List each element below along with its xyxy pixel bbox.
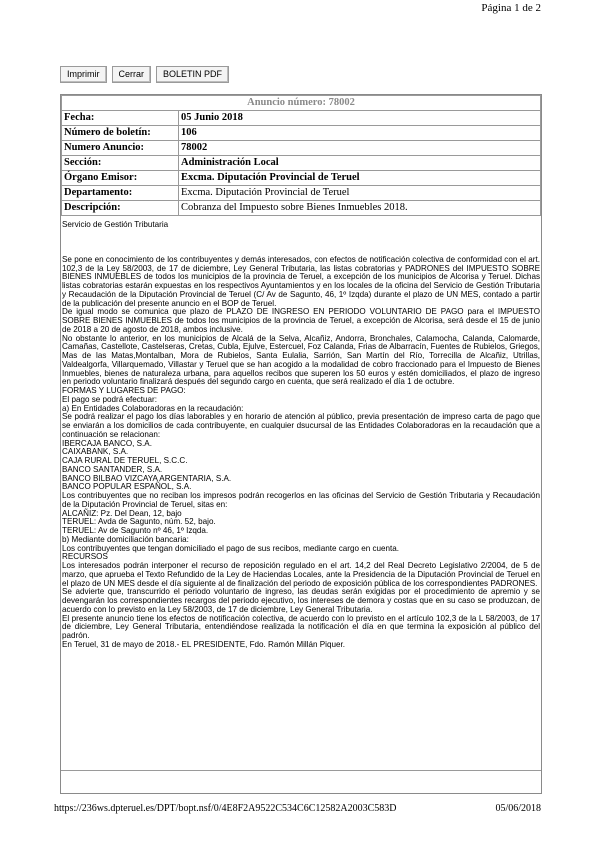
body-paragraph: Los contribuyentes que tengan domiciliado el pago de sus recibos, mediante cargo en cuenta. bbox=[62, 543, 400, 553]
field-row-boletin bbox=[62, 126, 541, 141]
body-paragraph: Se pone en conocimiento de los contribuyentes y demás interesados, con efectos de notificación colectiva de conformidad con el art. 102,3 de la Ley 58/2003, de 17 de diciembre, Ley General Tributaria, las listas cobratorias y PADRONES del IMPUESTO SOBRE BIENES INMUEBLES de todos los municipios de la provincia de Teruel, a excepción de los municipios de Alcorisa y Teruel. Dichas listas cobratorias estarán expuestas en los respectivos Ayuntamientos y en los locales de la oficina del Servicio de Gestión Tributaria y Recaudación de la Diputación Provincial de Teruel (C/ Av de Sagunto, 46, 1º Izqda) durante el plazo de UN MES, contado a partir de la publicación del presente anuncio en el BOP de Teruel. bbox=[62, 254, 540, 308]
bank-list-item: BANCO POPULAR ESPAÑOL, S.A. bbox=[62, 482, 192, 492]
body-paragraph: Los contribuyentes que no reciban los impresos podrán recogerlos en las oficinas del Servicio de Gestión Tributaria y Recaudación de la Diputación Provincial de Teruel, sitas en: bbox=[62, 491, 540, 509]
field-label: Número de boletín: bbox=[62, 126, 179, 141]
announcement-body bbox=[61, 221, 541, 650]
field-value: 05 Junio 2018 bbox=[179, 111, 541, 126]
field-value: 106 bbox=[179, 126, 541, 141]
body-paragraph: El presente anuncio tiene los efectos de notificación colectiva, de acuerdo con lo previsto en el artículo 102,3 de la L 58/2003, de 17 de diciembre, Ley General Tributaria, entendiéndose realizada la notificación el día en que termina la exposición al público del padrón. bbox=[62, 613, 540, 640]
divider bbox=[61, 770, 541, 771]
office-address: TERUEL: Av de Sagunto nº 46, 1º Izqda. bbox=[62, 526, 209, 535]
bank-list-item: CAIXABANK, S.A. bbox=[62, 447, 129, 457]
bank-list-item: BANCO BILBAO VIZCAYA ARGENTARIA, S.A. bbox=[62, 473, 232, 483]
service-name: Servicio de Gestión Tributaria bbox=[62, 220, 169, 229]
field-value: Cobranza del Impuesto sobre Bienes Inmuebles 2018. bbox=[179, 201, 541, 216]
field-row-fecha bbox=[62, 111, 541, 126]
footer-url: https://236ws.dpteruel.es/DPT/bopt.nsf/0/4E8F2A9522C534C6C12582A2003C583D bbox=[54, 803, 397, 814]
office-address: TERUEL: Avda de Sagunto, núm. 52, bajo. bbox=[62, 517, 216, 527]
close-button[interactable]: Cerrar bbox=[112, 66, 152, 83]
section-heading: RECURSOS bbox=[62, 552, 108, 562]
body-paragraph: Se podrá realizar el pago los días laborables y en horario de atención al público, previa presentación de impreso carta de pago que se enviarán a los domicilios de cada contribuyente, en cualquier dsucursal de las Entidades Colaboradoras en la recaudación que a continuación se relacionan: bbox=[62, 412, 540, 439]
body-paragraph: Los interesados podrán interponer el recurso de reposición regulado en el art. 14,2 del Real Decreto Legislativo 2/2004, de 5 de marzo, que aprueba el Texto Refundido de la Ley de Haciendas Locales, ante la Presidencia de la Diputación Provincial de Teruel en el plazo de UN MES desde el día siguiente al de finalización del periodo de exposición pública de los correspondientes PADRONES. bbox=[62, 561, 540, 588]
field-label: Órgano Emisor: bbox=[62, 171, 179, 186]
page-number: Página 1 de 2 bbox=[481, 2, 541, 14]
print-button[interactable]: Imprimir bbox=[60, 66, 107, 83]
field-label: Fecha: bbox=[62, 111, 179, 126]
field-label: Descripción: bbox=[62, 201, 179, 216]
field-value: Excma. Diputación Provincial de Teruel bbox=[179, 186, 541, 201]
announcement-metadata-table bbox=[61, 95, 541, 216]
field-value: Excma. Diputación Provincial de Teruel bbox=[179, 171, 541, 186]
toolbar bbox=[60, 66, 229, 83]
signature-line: En Teruel, 31 de mayo de 2018.- EL PRESIDENTE, Fdo. Ramón Millán Piquer. bbox=[62, 639, 345, 649]
field-row-organo bbox=[62, 171, 541, 186]
footer-date: 05/06/2018 bbox=[495, 803, 541, 814]
field-row-descripcion bbox=[62, 201, 541, 216]
body-paragraph: No obstante lo anterior, en los municipios de Alcalá de la Selva, Alcañiz, Andorra, Bronchales, Calamocha, Calanda, Calomarde, Camañas, Castellote, Castelseras, Cretas, Cubla, Ejulve, Estercuel, Foz Calanda, Frias de Albarracín, Fuentes de Rubielos, Griegos, Mas de las Matas,Montalban, Mora de Rubielos, Santa Eulalia, Sarrión, San Martín del Río, Torrecilla de Alcañiz, Utrillas, Valdealgorfa, Villarquemado, Villastar y Teruel que se han acogido a la modalidad de cobro fraccionado para el Impuesto de Bienes Inmuebles, bienes de naturaleza urbana, para aquellos recibos que superen los 50 euros y estén domiciliados, el plazo de ingreso en periodo voluntario finalizará después del segundo cargo en cuenta, que será realizado el día 1 de octubre. bbox=[62, 333, 540, 387]
section-heading: FORMAS Y LUGARES DE PAGO: bbox=[62, 386, 186, 395]
bank-list-item: BANCO SANTANDER, S.A. bbox=[62, 464, 163, 474]
field-value: Administración Local bbox=[179, 156, 541, 171]
body-paragraph: De igual modo se comunica que plazo de PLAZO DE INGRESO EN PERIODO VOLUNTARIO DE PAGO para el IMPUESTO SOBRE BIENES INMUEBLES de todos los municipios de la provincia de Teruel, a excepción de Alcorisa, será desde el 15 de junio de 2018 a 20 de agosto de 2018, ambos inclusive. bbox=[62, 307, 540, 334]
field-row-departamento bbox=[62, 186, 541, 201]
field-value: 78002 bbox=[179, 141, 541, 156]
field-label: Numero Anuncio: bbox=[62, 141, 179, 156]
office-address: ALCAÑIZ: Pz. Del Dean, 12, bajo bbox=[62, 508, 182, 518]
body-paragraph: El pago se podrá efectuar: bbox=[62, 394, 157, 404]
bank-list-item: CAJA RURAL DE TERUEL, S.C.C. bbox=[62, 456, 188, 465]
body-paragraph: a) En Entidades Colaboradoras en la recaudación: bbox=[62, 403, 244, 413]
announcement-title: Anuncio número: 78002 bbox=[62, 96, 541, 111]
body-paragraph: Se advierte que, transcurrido el periodo voluntario de ingreso, las deudas serán exigidas por el procedimiento de apremio y se devengarán los correspondientes recargos del periodo ejecutivo, los intereses de demora y costas que en su caso se produzcan, de acuerdo con lo previsto en la Ley 58/2003, de 17 de diciembre, Ley General Tributaria. bbox=[62, 587, 540, 614]
pdf-button[interactable]: BOLETIN PDF bbox=[156, 66, 229, 83]
announcement-frame bbox=[60, 94, 542, 794]
field-row-numero bbox=[62, 141, 541, 156]
field-row-seccion bbox=[62, 156, 541, 171]
bank-list-item: IBERCAJA BANCO, S.A. bbox=[62, 438, 152, 448]
field-label: Sección: bbox=[62, 156, 179, 171]
field-label: Departamento: bbox=[62, 186, 179, 201]
page-footer bbox=[54, 803, 541, 814]
body-paragraph: b) Mediante domiciliación bancaria: bbox=[62, 534, 189, 544]
